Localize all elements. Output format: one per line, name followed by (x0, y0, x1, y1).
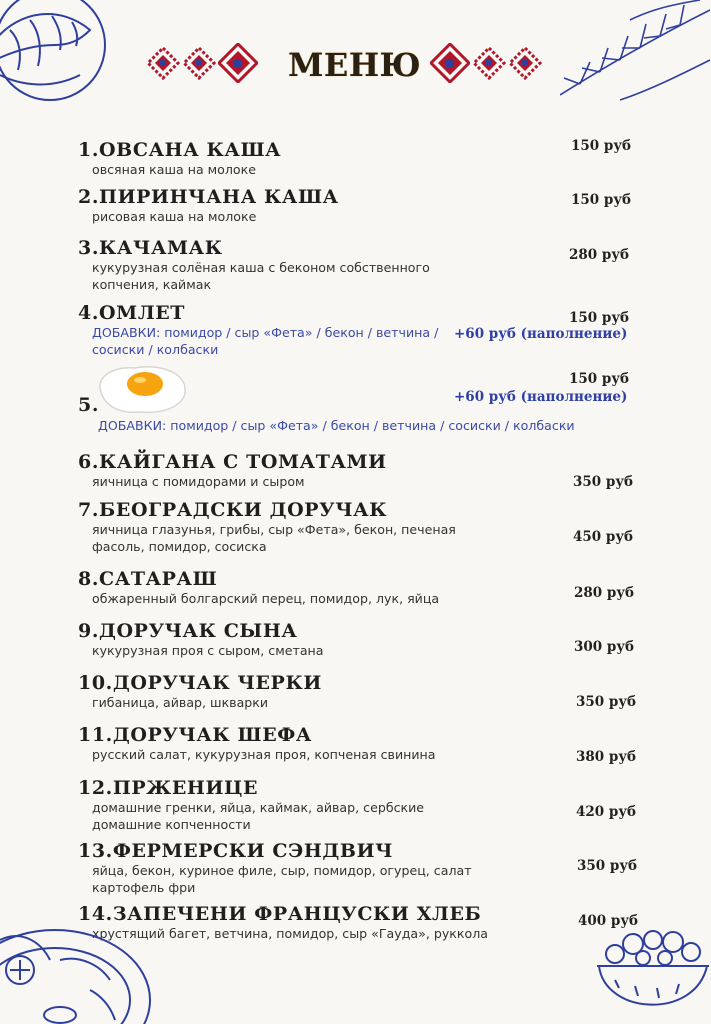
item-description: рисовая каша на молоке (92, 209, 257, 224)
item-title: 11.ДОРУЧАК ШЕФА (78, 724, 313, 746)
item-description: гибаница, айвар, шкварки (92, 695, 269, 710)
item-title: 12.ПРЖЕНИЦЕ (78, 777, 259, 799)
menu-item (78, 499, 641, 555)
item-price: 400 руб (578, 913, 638, 929)
ornament-left (146, 46, 258, 83)
item-price: 350 руб (573, 474, 633, 490)
plate-illustration (0, 920, 160, 1024)
item-addons: ДОБАВКИ: помидор / сыр «Фета» / бекон / ветчина / сосиски / колбаски (98, 418, 575, 433)
ornament-right (430, 46, 542, 83)
item-title: 14.ЗАПЕЧЕНИ ФРАНЦУСКИ ХЛЕБ (78, 903, 482, 925)
menu-item (78, 840, 641, 896)
item-description: русский салат, кукурузная проя, копченая свинина (92, 747, 436, 762)
menu-item (78, 451, 641, 490)
item-price: 380 руб (576, 749, 636, 765)
item-description: обжаренный болгарский перец, помидор, лук, яйца (92, 591, 440, 606)
croissant-illustration (0, 0, 110, 110)
item-description: кукурузная солёная каша с беконом собственного копчения, каймак (92, 260, 430, 292)
item-price: 300 руб (574, 639, 634, 655)
menu-item (78, 724, 641, 763)
item-price: 150 руб (569, 310, 629, 326)
item-price: 280 руб (569, 247, 629, 263)
branch-illustration (560, 0, 711, 110)
menu-item (78, 139, 641, 178)
menu-item (78, 568, 641, 607)
menu-item (78, 903, 641, 942)
item-description: кукурузная проя с сыром, сметана (92, 643, 324, 658)
item-title: 7.БЕОГРАДСКИ ДОРУЧАК (78, 499, 388, 521)
item-title: 1.ОВСАНА КАША (78, 139, 282, 161)
item-description: домашние гренки, яйца, каймак, айвар, сербские домашние копченности (92, 800, 425, 832)
item-title: 9.ДОРУЧАК СЫНА (78, 620, 298, 642)
item-price: 350 руб (577, 858, 637, 874)
item-description: яичница глазунья, грибы, сыр «Фета», бекон, печеная фасоль, помидор, сосиска (92, 522, 456, 554)
item-price: 150 руб (571, 138, 631, 154)
item-price: 420 руб (576, 804, 636, 820)
item-title: 13.ФЕРМЕРСКИ СЭНДВИЧ (78, 840, 394, 862)
item-price: 280 руб (574, 585, 634, 601)
item-price: 150 руб (569, 371, 629, 387)
item-description: хрустящий багет, ветчина, помидор, сыр «Гауда», руккола (92, 926, 488, 941)
item-price-extra: +60 руб (наполнение) (454, 389, 628, 405)
item-title: 3.КАЧАМАК (78, 237, 223, 259)
item-price: 450 руб (573, 529, 633, 545)
item-description: овсяная каша на молоке (92, 162, 256, 177)
item-title: 8.САТАРАШ (78, 568, 218, 590)
page-title: МЕНЮ (288, 46, 422, 84)
item-description: яйца, бекон, куриное филе, сыр, помидор, огурец, салат картофель фри (92, 863, 472, 895)
item-description: яичница с помидорами и сыром (92, 474, 305, 489)
item-title: 5. (78, 394, 100, 416)
item-price: 350 руб (576, 694, 636, 710)
item-title: 2.ПИРИНЧАНА КАША (78, 186, 339, 208)
item-price-extra: +60 руб (наполнение) (454, 326, 628, 342)
item-addons: ДОБАВКИ: помидор / сыр «Фета» / бекон / ветчина / сосиски / колбаски (92, 325, 439, 357)
item-title: 6.КАЙГАНА С ТОМАТАМИ (78, 451, 387, 473)
menu-item (78, 777, 641, 833)
menu-item (78, 237, 641, 293)
item-title: 4.ОМЛЕТ (78, 302, 186, 324)
item-price: 150 руб (571, 192, 631, 208)
menu-item (78, 186, 641, 225)
bowl-illustration (595, 920, 711, 1024)
menu-item (78, 672, 641, 711)
item-title: 10.ДОРУЧАК ЧЕРКИ (78, 672, 322, 694)
menu-item (78, 620, 641, 659)
